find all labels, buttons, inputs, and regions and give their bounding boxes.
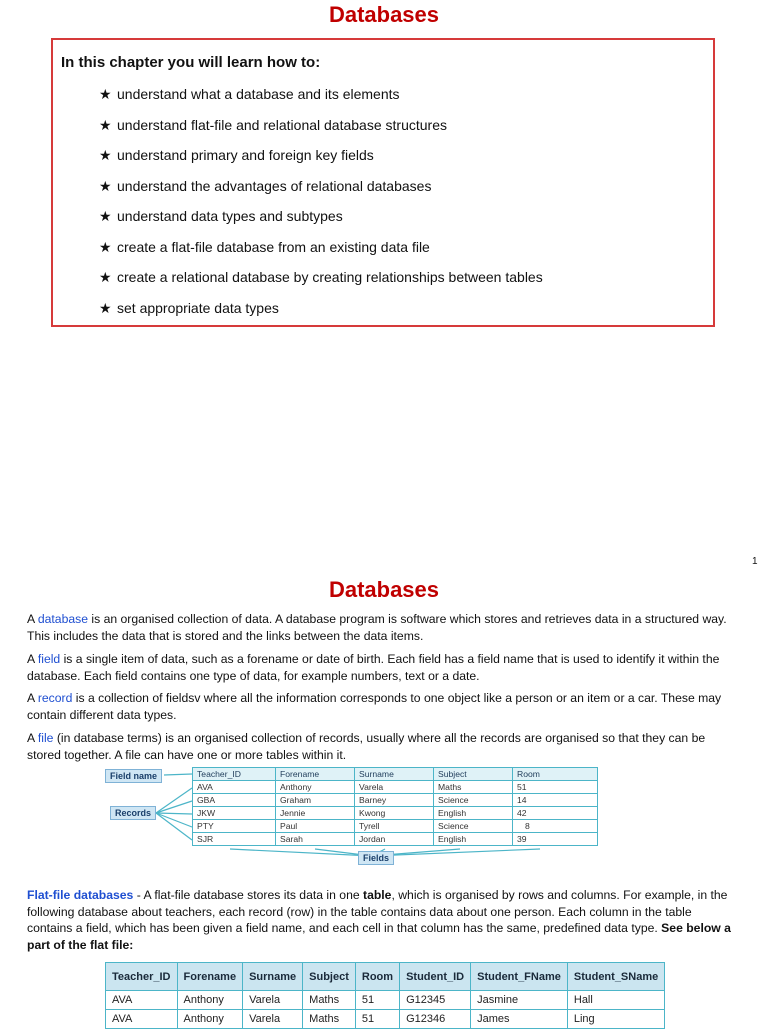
table-row <box>193 807 598 820</box>
table-cell: James <box>471 1010 568 1029</box>
paragraph-flat-file: Flat-file databases - A flat-file database stores its data in one table, which is organised by rows and columns. For example, in the following database about teachers, each record (row) in the table contains data about one person. Each column in the table contains a field, which has been given a field name, and each cell in that column has the same, predefined data type. See below a part of the flat file: <box>27 888 731 952</box>
table-row <box>193 794 598 807</box>
column-header: Student_FName <box>471 963 568 991</box>
table-word: table <box>363 888 392 902</box>
objective-text: understand primary and foreign key fields <box>117 147 374 163</box>
table-header-row <box>106 963 665 991</box>
arrow-record-2 <box>156 801 192 813</box>
paragraph-file: A file (in database terms) is an organised collection of records, usually where all the records are organised so that they can be stored together. A file can have one or more tables within it. <box>27 731 706 762</box>
table-cell: Varela <box>243 991 303 1010</box>
table-cell: Anthony <box>177 1010 243 1029</box>
star-icon: ★ <box>99 238 112 255</box>
table-row <box>193 820 598 833</box>
star-icon: ★ <box>99 116 112 133</box>
column-header: Surname <box>355 768 434 781</box>
table-cell: 39 <box>513 833 598 846</box>
objective-text: understand flat-file and relational database structures <box>117 116 447 133</box>
arrow-record-5 <box>156 813 192 840</box>
column-header: Teacher_ID <box>193 768 276 781</box>
label-fields: Fields <box>358 851 394 865</box>
objective-text: set appropriate data types <box>117 299 279 316</box>
table-cell: GBA <box>193 794 276 807</box>
page-number: 1 <box>752 556 758 567</box>
list-item <box>99 176 543 207</box>
table-cell: JKW <box>193 807 276 820</box>
objectives-box <box>51 38 715 327</box>
table-cell: English <box>434 833 513 846</box>
table-cell: Maths <box>303 991 356 1010</box>
objective-text: understand what a database and its elements <box>117 86 400 102</box>
table-cell: Maths <box>303 1010 356 1029</box>
table-cell: SJR <box>193 833 276 846</box>
table-cell: Sarah <box>276 833 355 846</box>
table-row <box>106 991 665 1010</box>
table-cell: Varela <box>355 781 434 794</box>
arrow-record-3 <box>156 813 192 814</box>
list-item <box>99 145 543 176</box>
flat-file-table <box>105 962 665 1029</box>
table-cell: Graham <box>276 794 355 807</box>
list-item <box>99 267 543 298</box>
table-cell: Barney <box>355 794 434 807</box>
column-header: Student_SName <box>567 963 664 991</box>
star-icon: ★ <box>99 177 112 194</box>
term-database: database <box>37 612 88 626</box>
star-icon: ★ <box>99 147 112 163</box>
table-cell: Paul <box>276 820 355 833</box>
column-header: Room <box>355 963 399 991</box>
column-header: Forename <box>276 768 355 781</box>
objective-text: understand the advantages of relational databases <box>117 177 432 194</box>
objective-text: create a relational database by creating relationships between tables <box>117 269 543 285</box>
paragraph-database: A database is an organised collection of data. A database program is software which stores and retrieves data in a structured way. This includes the data that is stored and the links between the data items. <box>27 612 727 643</box>
page-title: Databases <box>328 577 440 602</box>
list-item <box>99 206 543 237</box>
star-icon: ★ <box>99 208 112 224</box>
column-header: Student_ID <box>400 963 471 991</box>
table-cell: Jasmine <box>471 991 568 1010</box>
objectives-heading: In this chapter you will learn how to: <box>61 54 321 71</box>
table-cell: Kwong <box>355 807 434 820</box>
star-icon: ★ <box>99 299 112 316</box>
list-item <box>99 84 543 115</box>
table-cell: AVA <box>193 781 276 794</box>
table-cell: AVA <box>106 1010 178 1029</box>
list-item <box>99 237 543 268</box>
table-cell: PTY <box>193 820 276 833</box>
list-item <box>99 298 543 329</box>
table-cell: Ling <box>567 1010 664 1029</box>
table-cell: Science <box>434 794 513 807</box>
table-cell: 8 <box>513 820 598 833</box>
paragraph-record: A record is a collection of fieldsv where all the information corresponds to one object like a person or an item or a car. These may contain different data types. <box>27 691 722 722</box>
arrow-fields-5 <box>372 849 540 856</box>
column-header: Room <box>513 768 598 781</box>
term-file: file <box>37 731 54 745</box>
table-cell: 51 <box>355 991 399 1010</box>
label-field-name: Field name <box>105 769 162 783</box>
table-cell: Hall <box>567 991 664 1010</box>
database-diagram <box>100 766 600 866</box>
table-cell: Jennie <box>276 807 355 820</box>
term-flat-file: Flat-file databases <box>27 888 134 902</box>
label-records: Records <box>110 806 156 820</box>
table-row <box>193 833 598 846</box>
table-row <box>106 1010 665 1029</box>
table-cell: 42 <box>513 807 598 820</box>
column-header: Forename <box>177 963 243 991</box>
table-cell: Varela <box>243 1010 303 1029</box>
column-header: Subject <box>303 963 356 991</box>
table-cell: Science <box>434 820 513 833</box>
star-icon: ★ <box>99 269 112 285</box>
objectives-list <box>99 84 543 328</box>
table-cell: Maths <box>434 781 513 794</box>
table-cell: G12346 <box>400 1010 471 1029</box>
term-field: field <box>37 652 61 666</box>
list-item <box>99 115 543 146</box>
table-cell: AVA <box>106 991 178 1010</box>
term-record: record <box>37 691 73 705</box>
arrow-record-4 <box>156 813 192 827</box>
arrow-record-1 <box>156 788 192 813</box>
table-cell: English <box>434 807 513 820</box>
diagram-table <box>192 767 598 846</box>
table-cell: 51 <box>513 781 598 794</box>
paragraph-field: A field is a single item of data, such as a forename or date of birth. Each field has a field name that is used to identify it within the database. Each field contains one type of data, for example numbers, text or a date. <box>27 652 720 683</box>
table-cell: 14 <box>513 794 598 807</box>
table-cell: Jordan <box>355 833 434 846</box>
page-title: Databases <box>328 2 440 27</box>
column-header: Subject <box>434 768 513 781</box>
objective-text: create a flat-file database from an existing data file <box>117 238 430 255</box>
table-cell: Anthony <box>276 781 355 794</box>
star-icon: ★ <box>99 86 112 102</box>
column-header: Teacher_ID <box>106 963 178 991</box>
arrow-field-name <box>164 774 192 775</box>
table-cell: Tyrell <box>355 820 434 833</box>
table-cell: G12345 <box>400 991 471 1010</box>
objective-text: understand data types and subtypes <box>117 208 343 224</box>
column-header: Surname <box>243 963 303 991</box>
see-below-text: See below a part of the flat file: <box>27 921 731 952</box>
table-header-row <box>193 768 598 781</box>
table-row <box>193 781 598 794</box>
table-cell: 51 <box>355 1010 399 1029</box>
arrow-fields-1 <box>230 849 372 856</box>
table-cell: Anthony <box>177 991 243 1010</box>
